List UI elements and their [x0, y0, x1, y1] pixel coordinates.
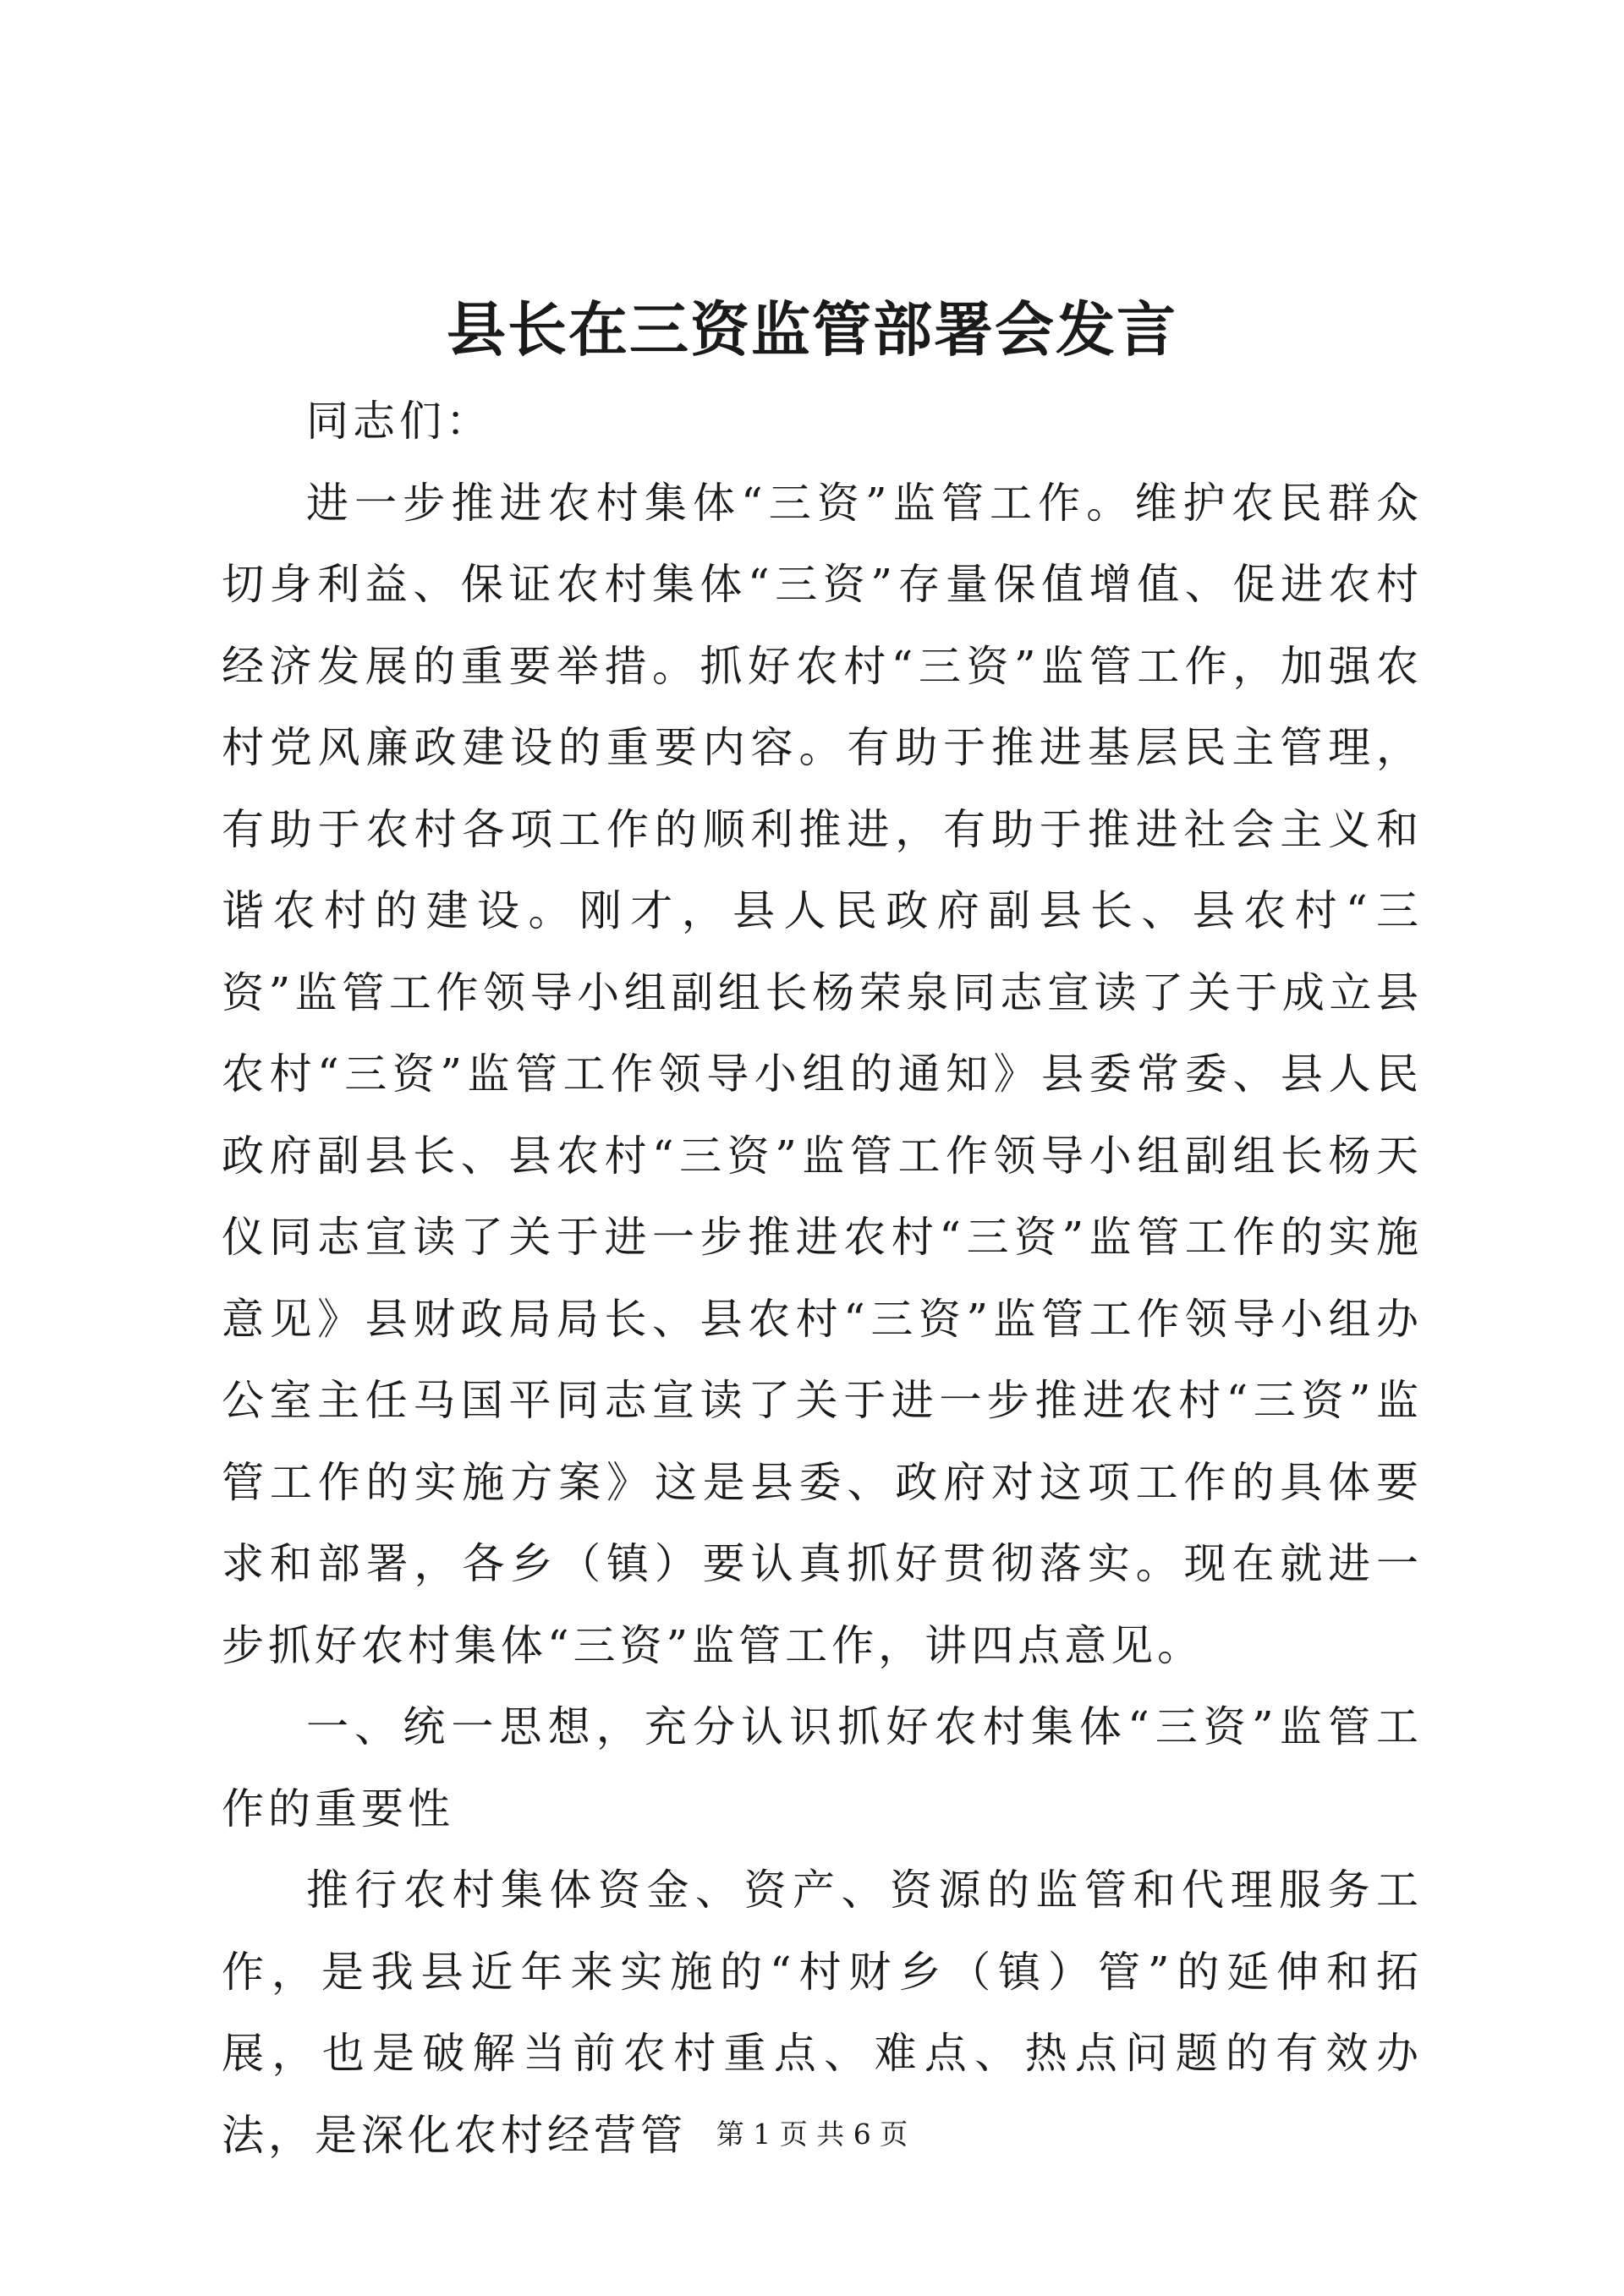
salutation-paragraph: 同志们： — [306, 397, 492, 446]
section-heading: 一、统一思想，充分认识抓好农村集体“三资”监管工作的重要性 — [222, 1702, 1423, 1833]
page-number-footer: 第 1 页 共 6 页 — [716, 2118, 908, 2151]
body-paragraph: 推行农村集体资金、资产、资源的监管和代理服务工作，是我县近年来实施的“村财乡（镇）管”的延伸和拓展，也是破解当前农村重点、难点、热点问题的有效办法，是深化农村经营管 — [222, 1866, 1423, 2160]
document-body — [222, 381, 1423, 2176]
document-title: 县长在三资监管部署会发言 — [447, 294, 1177, 364]
body-paragraph: 进一步推进农村集体“三资”监管工作。维护农民群众切身利益、保证农村集体“三资”存量保值增值、促进农村经济发展的重要举措。抓好农村“三资”监管工作，加强农村党风廉政建设的重要内容。有助于推进基层民主管理，有助于农村各项工作的顺利推进，有助于推进社会主义和谐农村的建设。刚才，县人民政府副县长、县农村“三资”监管工作领导小组副组长杨荣泉同志宣读了关于成立县农村“三资”监管工作领导小组的通知》县委常委、县人民政府副县长、县农村“三资”监管工作领导小组副组长杨天仪同志宣读了关于进一步推进农村“三资”监管工作的实施意见》县财政局局长、县农村“三资”监管工作领导小组办公室主任马国平同志宣读了关于进一步推进农村“三资”监管工作的实施方案》这是县委、政府对这项工作的具体要求和部署，各乡（镇）要认真抓好贯彻落实。现在就进一步抓好农村集体“三资”监管工作，讲四点意见。 — [222, 478, 1423, 1670]
